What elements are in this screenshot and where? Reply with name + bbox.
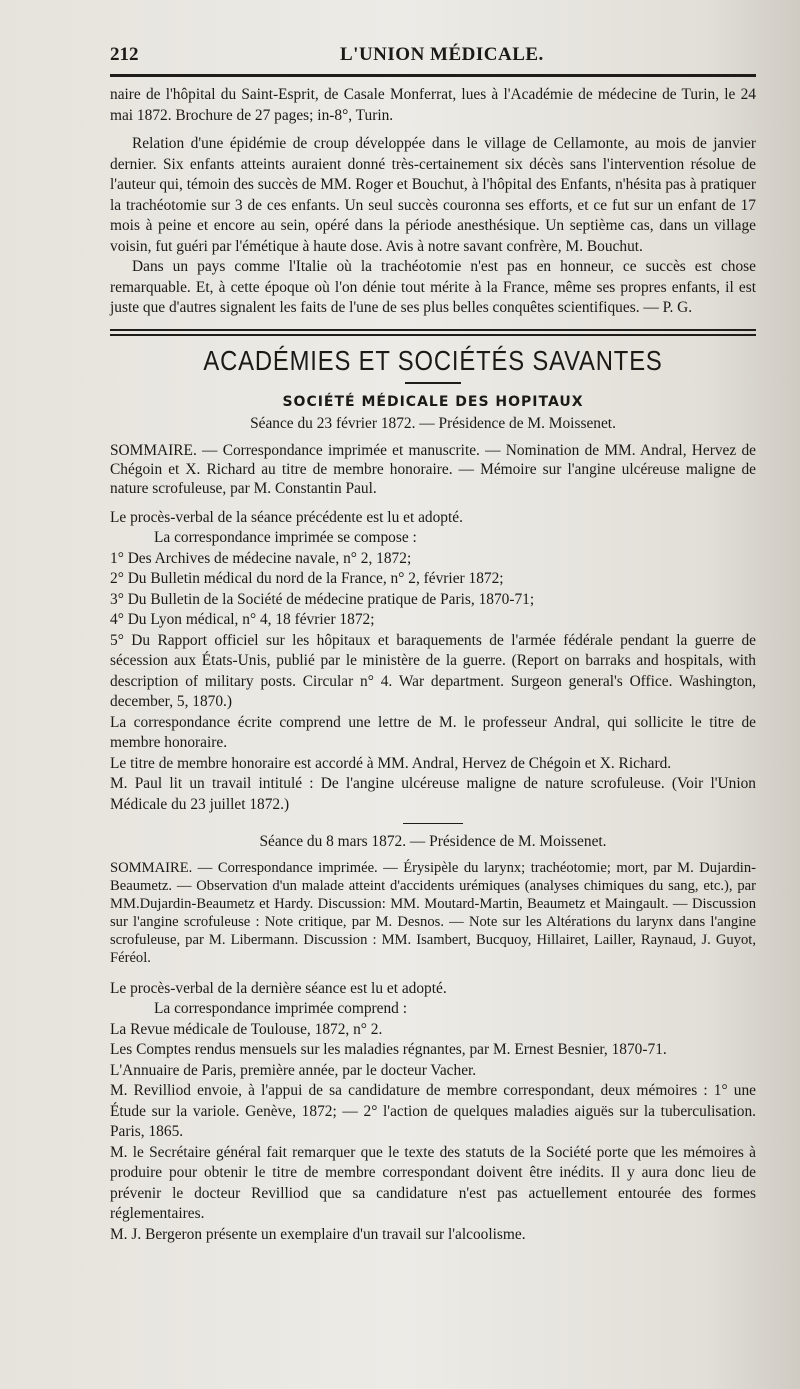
page-number: 212 xyxy=(110,44,139,65)
summary-label: SOMMAIRE. xyxy=(110,441,197,459)
summary-text: — Correspondance imprimée. — Érysipèle du larynx; trachéotomie; mort, par M. Dujardin-Beaumetz. — Observation d'un malade atteint d'accidents urémiques (analyses chimiques du sang, etc.), par MM.Dujardin-Beaumetz et Hardy. Discussion: MM. Moutard-Martin, Beaumetz et Maingault. — Discussion sur l'angine scrofuleuse : Note critique, par M. Desnos. — Note sur les Altérations du larynx dans l'angine scrofuleuse, par M. Libermann. Discussion : MM. Isambert, Bucquoy, Hillairet, Lailler, Raynaud, J. Guyot, Féréol. xyxy=(110,859,756,966)
title-underline xyxy=(405,382,461,384)
revilliod-paragraph: M. Revilliod envoie, à l'appui de sa candidature de membre correspondant, deux mémoires : 1° une Étude sur la variole. Genève, 1872; — 2° l'action de quelques maladies aiguës sur la tuberculisation. Paris, 1865. xyxy=(110,1082,756,1140)
section-divider xyxy=(110,329,756,336)
bergeron-paragraph: M. J. Bergeron présente un exemplaire d'un travail sur l'alcoolisme. xyxy=(110,1225,526,1243)
correspondence-item: 4° Du Lyon médical, n° 4, 18 février 1872; xyxy=(110,611,375,628)
paul-reading: M. Paul lit un travail intitulé : De l'angine ulcéreuse maligne de nature scrofuleuse. (Voir l'Union Médicale du 23 juillet 1872.) xyxy=(110,775,756,813)
summary-text: — Correspondance imprimée et manuscrite. — Nomination de MM. Andral, Hervez de Chégoin et X. Richard au titre de membre honoraire. — Mémoire sur l'angine ulcéreuse maligne de nature scrofuleuse, par M. Constantin Paul. xyxy=(110,441,756,497)
correspondence-item: 1° Des Archives de médecine navale, n° 2, 1872; xyxy=(110,549,412,567)
journal-title: L'UNION MÉDICALE. xyxy=(340,44,544,65)
secretary-paragraph: M. le Secrétaire général fait remarquer que le texte des statuts de la Société porte que les mémoires à produire pour obtenir le titre de membre correspondant doivent être inédits. Il y aura donc lieu de prévenir le docteur Revilliod que sa candidature n'est pas actuellement entourée des formes réglementaires. xyxy=(110,1143,756,1222)
correspondence-item: L'Annuaire de Paris, première année, par le docteur Vacher. xyxy=(110,1061,477,1079)
correspondence-item: Les Comptes rendus mensuels sur les maladies régnantes, par M. Ernest Besnier, 1870-71. xyxy=(110,1041,667,1058)
seance-2-summary xyxy=(110,859,756,967)
society-heading: SOCIÉTÉ MÉDICALE DES HOPITAUX xyxy=(282,393,584,410)
seance-2-correspondence-intro: La correspondance imprimée comprend : xyxy=(154,1000,407,1017)
seance-1-correspondence-intro: La correspondance imprimée se compose : xyxy=(154,529,417,546)
honorary-title-note: Le titre de membre honoraire est accordé à MM. Andral, Hervez de Chégoin et X. Richard. xyxy=(110,754,672,772)
correspondence-item: 5° Du Rapport officiel sur les hôpitaux et baraquements de l'armée fédérale pendant la guerre de sécession aux États-Unis, publié par le ministère de la guerre. (Report on barraks and hospitals, with description of military posts. Circular n° 4. War department. Surgeon general's Office. Washington, december, 5, 1870.) xyxy=(110,631,756,710)
review-paragraph-1: Relation d'une épidémie de croup développée dans le village de Cellamonte, au mois de janvier dernier. Six enfants atteints auraient donné très-certainement six décès sans l'intervention résolue de l'auteur qui, témoin des succès de MM. Roger et Bouchut, à l'hôpital des Enfants, n'hésita pas à pratiquer la trachéotomie sur 3 de ces enfants. Un seul succès couronna ses efforts, et ce fut sur un enfant de 17 mois à peine et encore au sein, opéré dans la période anesthésique. Un septième cas, dans un village voisin, fut guéri par l'émétique à haute dose. Avis à notre savant confrère, M. Bouchut. xyxy=(110,135,756,255)
correspondence-item: 3° Du Bulletin de la Société de médecine pratique de Paris, 1870-71; xyxy=(110,590,535,608)
seance-2-minutes: Le procès-verbal de la dernière séance est lu et adopté. xyxy=(110,979,447,997)
summary-label: SOMMAIRE. xyxy=(110,859,193,876)
page-body xyxy=(110,85,756,1245)
section-title: ACADÉMIES ET SOCIÉTÉS SAVANTES xyxy=(203,344,663,376)
seance-separator xyxy=(403,823,463,824)
seance-2-heading: Séance du 8 mars 1872. — Présidence de M. Moissenet. xyxy=(259,833,607,850)
review-continuation: naire de l'hôpital du Saint-Esprit, de Casale Monferrat, lues à l'Académie de médecine de Turin, le 24 mai 1872. Brochure de 27 pages; in-8°, Turin. xyxy=(110,86,756,124)
seance-1-summary xyxy=(110,441,756,498)
seance-1-heading: Séance du 23 février 1872. — Présidence de M. Moissenet. xyxy=(250,415,616,432)
review-paragraph-2: Dans un pays comme l'Italie où la trachéotomie n'est pas en honneur, ce succès est chose remarquable. Et, à cette époque où l'on dénie tout mérite à la France, même ses propres enfants, il est juste que d'autres signalent les faits de l'une de ses plus belles conquêtes scientifiques. — P. G. xyxy=(110,258,756,316)
seance-1-minutes: Le procès-verbal de la séance précédente est lu et adopté. xyxy=(110,508,463,526)
running-header xyxy=(110,40,756,77)
correspondence-item: 2° Du Bulletin médical du nord de la France, n° 2, février 1872; xyxy=(110,570,504,587)
correspondence-item: La Revue médicale de Toulouse, 1872, n° 2. xyxy=(110,1020,383,1038)
written-correspondence: La correspondance écrite comprend une lettre de M. le professeur Andral, qui sollicite le titre de membre honoraire. xyxy=(110,713,756,751)
